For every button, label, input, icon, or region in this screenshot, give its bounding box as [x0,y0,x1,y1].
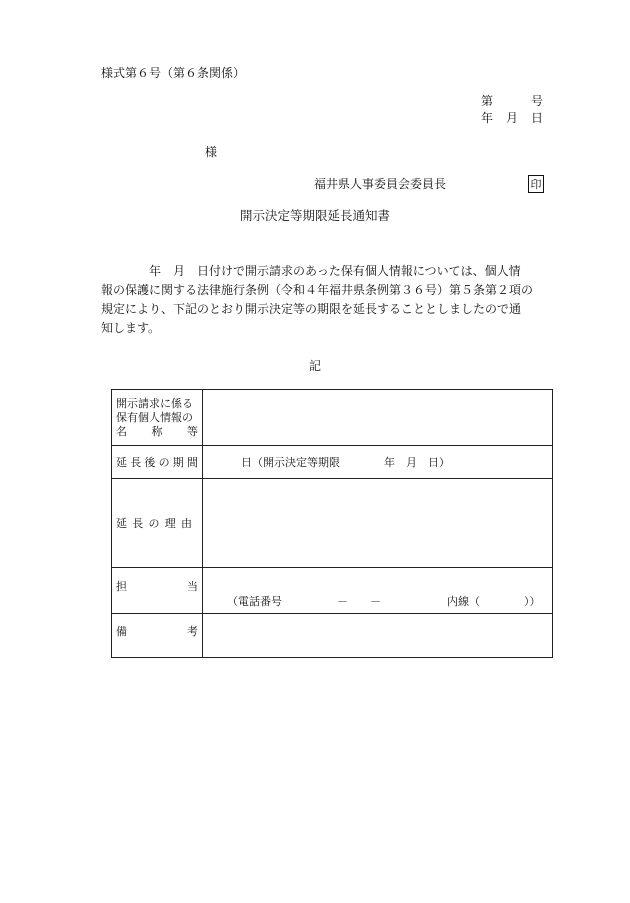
label-char: 期 [172,456,184,469]
label-char: 考 [187,625,198,638]
label-char: 名 [116,424,127,438]
label-char: 由 [181,517,192,530]
remarks-label [112,614,203,658]
label-char: の [158,456,170,469]
label-char: 理 [164,517,176,530]
label-char: 後 [144,456,156,469]
reason-label-chars [116,515,198,531]
document-number [481,95,543,107]
contact-value[interactable]: （電話番号 － － 内線（ ）） [203,568,553,614]
name-label-line: 保有個人情報の [116,410,193,424]
period-label-chars [116,454,198,470]
label-char: 長 [130,456,142,469]
label-char: の [148,517,160,530]
remarks-label-chars [116,623,198,639]
label-char: 称 [151,424,163,438]
table-row-contact [112,568,553,614]
remarks-value-cell[interactable] [203,614,553,658]
label-char: 当 [187,580,198,593]
form-number: 様式第６号（第６条関係） [101,66,246,80]
period-label [112,446,203,479]
label-char: 間 [186,456,198,469]
ki-heading: 記 [308,359,321,373]
table-row-reason [112,479,553,568]
reason-label [112,479,203,568]
period-value[interactable]: 日（開示決定等期限 年 月 日） [203,446,553,479]
table-row-remarks [112,614,553,658]
body-line: 年 月 日付けで開示請求のあった保有個人情報については、個人情 [101,264,521,278]
addressee: 様 [205,145,218,159]
body-line: 知します。 [101,321,161,335]
name-value-cell[interactable] [203,390,553,446]
label-char: 長 [132,517,144,530]
table-row-period [112,446,553,479]
seal-icon: 印 [528,175,544,193]
label-char: 等 [187,424,198,438]
document-title: 開示決定等期限延長通知書 [239,208,390,223]
body-line: 規定により、下記のとおり開示決定等の期限を延長することとしましたので通 [101,302,522,316]
reason-value-cell[interactable] [203,479,553,568]
name-label-line: 開示請求に係る [116,396,193,410]
contact-label-chars [116,578,198,594]
name-label [112,390,203,446]
table-row-name [112,390,553,446]
date-year: 年 [481,111,494,125]
name-label-last [116,425,198,439]
issuer: 福井県人事委員会委員長 [314,177,447,191]
date-day: 日 [530,111,543,125]
label-char: 延 [116,456,127,469]
doc-no-suffix: 号 [530,94,543,108]
body-line: 報の保護に関する法律施行条例（令和４年福井県条例第３６号）第５条第２項の [101,283,534,297]
detail-table [111,389,553,658]
document-date [481,112,543,124]
label-char: 備 [116,625,127,638]
label-char: 延 [116,517,127,530]
body-paragraph [101,262,553,338]
doc-no-label: 第 [481,94,494,108]
label-char: 担 [116,580,127,593]
contact-label [112,568,203,614]
date-month: 月 [505,111,518,125]
